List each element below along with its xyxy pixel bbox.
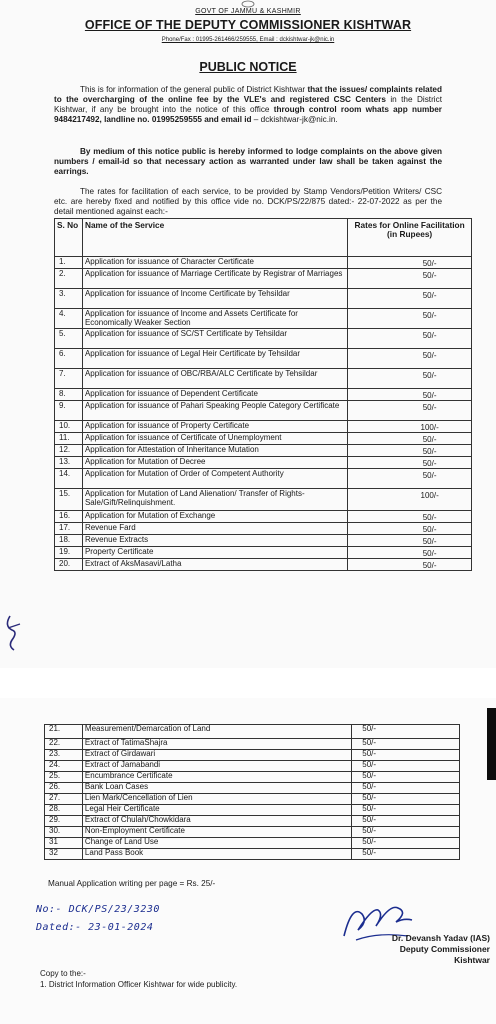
table-row <box>45 761 460 772</box>
table-row <box>55 535 472 547</box>
row-service: Non-Employment Certificate <box>82 827 351 838</box>
row-sno: 12. <box>55 445 83 457</box>
row-sno: 10. <box>55 421 83 433</box>
row-rate: 50/- <box>348 289 472 309</box>
page-title: PUBLIC NOTICE <box>199 60 297 74</box>
row-rate: 50/- <box>348 559 472 571</box>
table-row <box>45 725 460 739</box>
table-row <box>45 772 460 783</box>
row-sno: 19. <box>55 547 83 559</box>
row-sno: 16. <box>55 511 83 523</box>
row-service: Extract of AksMasavi/Latha <box>82 559 347 571</box>
table-row <box>55 309 472 329</box>
row-sno: 26. <box>45 783 83 794</box>
handwritten-number: No:- DCK/PS/23/3230 <box>36 904 160 915</box>
signatory-block <box>300 933 490 966</box>
row-rate: 50/- <box>348 535 472 547</box>
row-rate: 50/- <box>348 389 472 401</box>
row-rate: 50/- <box>352 849 460 860</box>
row-rate: 50/- <box>348 349 472 369</box>
row-sno: 1. <box>55 257 83 269</box>
row-service: Extract of Jamabandi <box>82 761 351 772</box>
paragraph-rates: The rates for facilitation of each service, to be provided by Stamp Vendors/Petition Writers/ CSC etc. are hereby fixed and notified by this office vide no. DCK/PS/22/875 dated:- 22-07-2022 as per the detail mentioned against each:- <box>54 187 442 216</box>
row-rate: 50/- <box>352 750 460 761</box>
row-rate: 50/- <box>348 257 472 269</box>
row-sno: 31 <box>45 838 83 849</box>
row-sno: 4. <box>55 309 83 329</box>
table-row <box>55 329 472 349</box>
row-service: Application for issuance of SC/ST Certificate by Tehsildar <box>82 329 347 349</box>
row-service: Application for Mutation of Land Alienation/ Transfer of Rights-Sale/Gift/Relinquishment. <box>82 489 347 511</box>
row-service: Extract of Girdawari <box>82 750 351 761</box>
row-sno: 6. <box>55 349 83 369</box>
row-sno: 24. <box>45 761 83 772</box>
row-rate: 50/- <box>352 772 460 783</box>
signatory-name: Dr. Devansh Yadav (IAS) <box>391 933 490 943</box>
row-service: Lien Mark/Cencellation of Lien <box>82 794 351 805</box>
contact-line: Phone/Fax : 01995-261466/259555, Email : dckishtwar-jk@nic.in <box>161 37 335 43</box>
table-row <box>55 401 472 421</box>
row-sno: 9. <box>55 401 83 421</box>
table-row <box>55 469 472 489</box>
row-rate: 50/- <box>352 739 460 750</box>
row-service: Property Certificate <box>82 547 347 559</box>
row-service: Application for issuance of Legal Heir Certificate by Tehsildar <box>82 349 347 369</box>
row-sno: 21. <box>45 725 83 739</box>
table-row <box>45 816 460 827</box>
row-rate: 50/- <box>352 805 460 816</box>
row-sno: 25. <box>45 772 83 783</box>
copy-to-block <box>40 968 237 990</box>
row-service: Application for issuance of OBC/RBA/ALC Certificate by Tehsildar <box>82 369 347 389</box>
table-row <box>45 750 460 761</box>
row-service: Encumbrance Certificate <box>82 772 351 783</box>
row-service: Change of Land Use <box>82 838 351 849</box>
table-row <box>55 523 472 535</box>
row-rate: 50/- <box>348 309 472 329</box>
row-service: Bank Loan Cases <box>82 783 351 794</box>
row-service: Application for issuance of Property Certificate <box>82 421 347 433</box>
row-rate: 50/- <box>352 725 460 739</box>
row-rate: 50/- <box>352 816 460 827</box>
row-sno: 27. <box>45 794 83 805</box>
signatory-designation: Deputy Commissioner <box>399 944 490 954</box>
paragraph-info: This is for information of the general public of District Kishtwar that the issues/ complaints related to the overcharging of the online fee by the VLE's and registered CSC Centers in the District Kishtwar, if any be brought into the notice of this office through control room whats app number 9484217492, landline no. 01995259555 and email id – dckishtwar-jk@nic.in. <box>54 85 442 124</box>
scan-edge <box>487 708 496 780</box>
table-row <box>55 547 472 559</box>
copy-to-heading: Copy to the:- <box>40 969 86 978</box>
margin-mark-icon <box>0 612 30 652</box>
table-row <box>55 369 472 389</box>
row-sno: 20. <box>55 559 83 571</box>
signatory-place: Kishtwar <box>454 955 490 965</box>
row-rate: 50/- <box>348 469 472 489</box>
row-rate: 50/- <box>348 445 472 457</box>
table-row <box>55 421 472 433</box>
row-rate: 50/- <box>348 523 472 535</box>
table-row <box>55 389 472 401</box>
row-service: Revenue Fard <box>82 523 347 535</box>
row-rate: 50/- <box>352 783 460 794</box>
table-row <box>55 257 472 269</box>
row-sno: 23. <box>45 750 83 761</box>
office-heading: OFFICE OF THE DEPUTY COMMISSIONER KISHTWAR <box>84 18 412 32</box>
row-sno: 13. <box>55 457 83 469</box>
row-sno: 15. <box>55 489 83 511</box>
row-service: Application for Mutation of Exchange <box>82 511 347 523</box>
rates-table-page1 <box>54 218 472 571</box>
row-sno: 2. <box>55 269 83 289</box>
row-service: Application for Mutation of Decree <box>82 457 347 469</box>
row-rate: 50/- <box>348 329 472 349</box>
copy-to-item: 1. District Information Officer Kishtwar for wide publicity. <box>40 980 238 989</box>
row-rate: 50/- <box>352 827 460 838</box>
header-service: Name of the Service <box>82 219 347 257</box>
row-rate: 50/- <box>348 369 472 389</box>
row-service: Extract of TatimaShajra <box>82 739 351 750</box>
row-rate: 50/- <box>352 761 460 772</box>
header-sno: S. No <box>55 219 83 257</box>
row-sno: 11. <box>55 433 83 445</box>
row-rate: 100/- <box>348 421 472 433</box>
row-rate: 50/- <box>348 511 472 523</box>
row-sno: 17. <box>55 523 83 535</box>
row-service: Application for issuance of Income and Assets Certificate for Economically Weaker Section <box>82 309 347 329</box>
row-service: Application for issuance of Marriage Certificate by Registrar of Marriages <box>82 269 347 289</box>
row-sno: 5. <box>55 329 83 349</box>
table-row <box>45 739 460 750</box>
row-service: Legal Heir Certificate <box>82 805 351 816</box>
page-gap <box>0 668 496 698</box>
row-service: Application for issuance of Dependent Certificate <box>82 389 347 401</box>
row-sno: 14. <box>55 469 83 489</box>
row-sno: 32 <box>45 849 83 860</box>
row-sno: 30. <box>45 827 83 838</box>
row-sno: 8. <box>55 389 83 401</box>
row-service: Application for Mutation of Order of Competent Authority <box>82 469 347 489</box>
row-service: Extract of Chulah/Chowkidara <box>82 816 351 827</box>
row-service: Application for issuance of Certificate of Unemployment <box>82 433 347 445</box>
header-rate: Rates for Online Facilitation (in Rupees) <box>348 219 472 257</box>
row-rate: 50/- <box>348 547 472 559</box>
row-rate: 50/- <box>348 457 472 469</box>
row-rate: 50/- <box>348 269 472 289</box>
table-row <box>45 849 460 860</box>
row-sno: 28. <box>45 805 83 816</box>
table-row <box>55 269 472 289</box>
row-sno: 3. <box>55 289 83 309</box>
row-service: Application for Attestation of Inheritance Mutation <box>82 445 347 457</box>
row-rate: 50/- <box>352 794 460 805</box>
row-sno: 18. <box>55 535 83 547</box>
row-sno: 7. <box>55 369 83 389</box>
table-row <box>55 457 472 469</box>
row-rate: 100/- <box>348 489 472 511</box>
table-row <box>55 433 472 445</box>
table-row <box>45 794 460 805</box>
row-service: Measurement/Demarcation of Land <box>82 725 351 739</box>
table-row <box>55 511 472 523</box>
handwritten-date: Dated:- 23-01-2024 <box>36 922 154 933</box>
row-service: Revenue Extracts <box>82 535 347 547</box>
row-rate: 50/- <box>348 433 472 445</box>
row-service: Land Pass Book <box>82 849 351 860</box>
rates-table-page2 <box>44 724 460 860</box>
row-service: Application for issuance of Character Certificate <box>82 257 347 269</box>
paragraph-complaints: By medium of this notice public is hereby informed to lodge complaints on the above given numbers / email-id so that necessary action as warranted under law shall be taken against the earrings. <box>54 147 442 176</box>
table-row <box>45 805 460 816</box>
table-row <box>55 289 472 309</box>
table-row <box>55 559 472 571</box>
row-sno: 22. <box>45 739 83 750</box>
row-rate: 50/- <box>348 401 472 421</box>
govt-heading: GOVT OF JAMMU & KASHMIR <box>195 8 301 15</box>
table-row <box>45 827 460 838</box>
emblem-icon <box>228 0 268 8</box>
table-row <box>55 349 472 369</box>
row-service: Application for issuance of Income Certificate by Tehsildar <box>82 289 347 309</box>
table-row <box>45 783 460 794</box>
row-rate: 50/- <box>352 838 460 849</box>
row-sno: 29. <box>45 816 83 827</box>
table-row <box>45 838 460 849</box>
row-service: Application for issuance of Pahari Speaking People Category Certificate <box>82 401 347 421</box>
table-row <box>55 445 472 457</box>
table-row <box>55 489 472 511</box>
manual-application-note: Manual Application writing per page = Rs. 25/- <box>48 879 216 888</box>
